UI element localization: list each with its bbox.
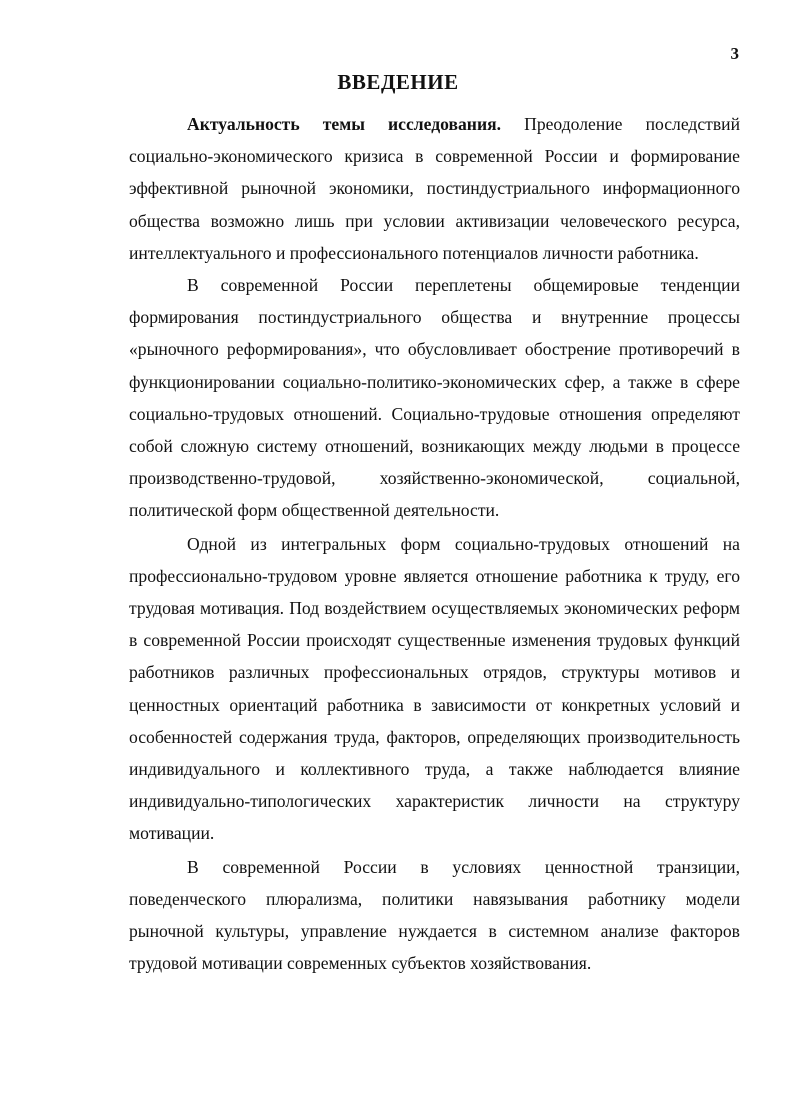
page-title: ВВЕДЕНИЕ <box>337 70 459 94</box>
page-number: 3 <box>730 44 739 63</box>
paragraph-relevance <box>129 108 740 269</box>
paragraph-lead-heading: Актуальность темы исследования. <box>187 114 501 134</box>
body-text <box>129 108 740 979</box>
paragraph-management-analysis: В современной России в условиях ценностной транзиции, поведенческого плюрализма, политики навязывания работнику модели рыночной культуры, управление нуждается в системном анализе факторов трудовой мотивации современных субъектов хозяйствования. <box>129 856 740 974</box>
paragraph-text: Преодоление последствий социально-экономического кризиса в современной России и формирование эффективной рыночной экономики, постиндустриального информационного общества возможно лишь при условии активизации человеческого ресурса, интеллектуального и профессионального потенциалов личности работника. <box>129 114 740 263</box>
paragraph-social-labor-relations: В современной России переплетены общемировые тенденции формирования постиндустриального общества и внутренние процессы «рыночного реформирования», что обусловливает обострение противоречий в функционировании социально-политико-экономических сфер, а также в сфере социально-трудовых отношений. Социально-трудовые отношения определяют собой сложную систему отношений, возникающих между людьми в процессе производственно-трудовой, хозяйственно-экономической, социальной, политической форм общественной деятельности. <box>129 275 740 521</box>
paragraph-labor-motivation: Одной из интегральных форм социально-трудовых отношений на профессионально-трудовом уровне является отношение работника к труду, его трудовая мотивация. Под воздействием осуществляемых экономических реформ в современной России происходят существенные изменения трудовых функций работников различных профессиональных отрядов, структуры мотивов и ценностных ориентаций работника в зависимости от конкретных условий и особенностей содержания труда, факторов, определяющих производительность индивидуального и коллективного труда, а также наблюдается влияние индивидуально-типологических характеристик личности на структуру мотивации. <box>129 533 740 844</box>
